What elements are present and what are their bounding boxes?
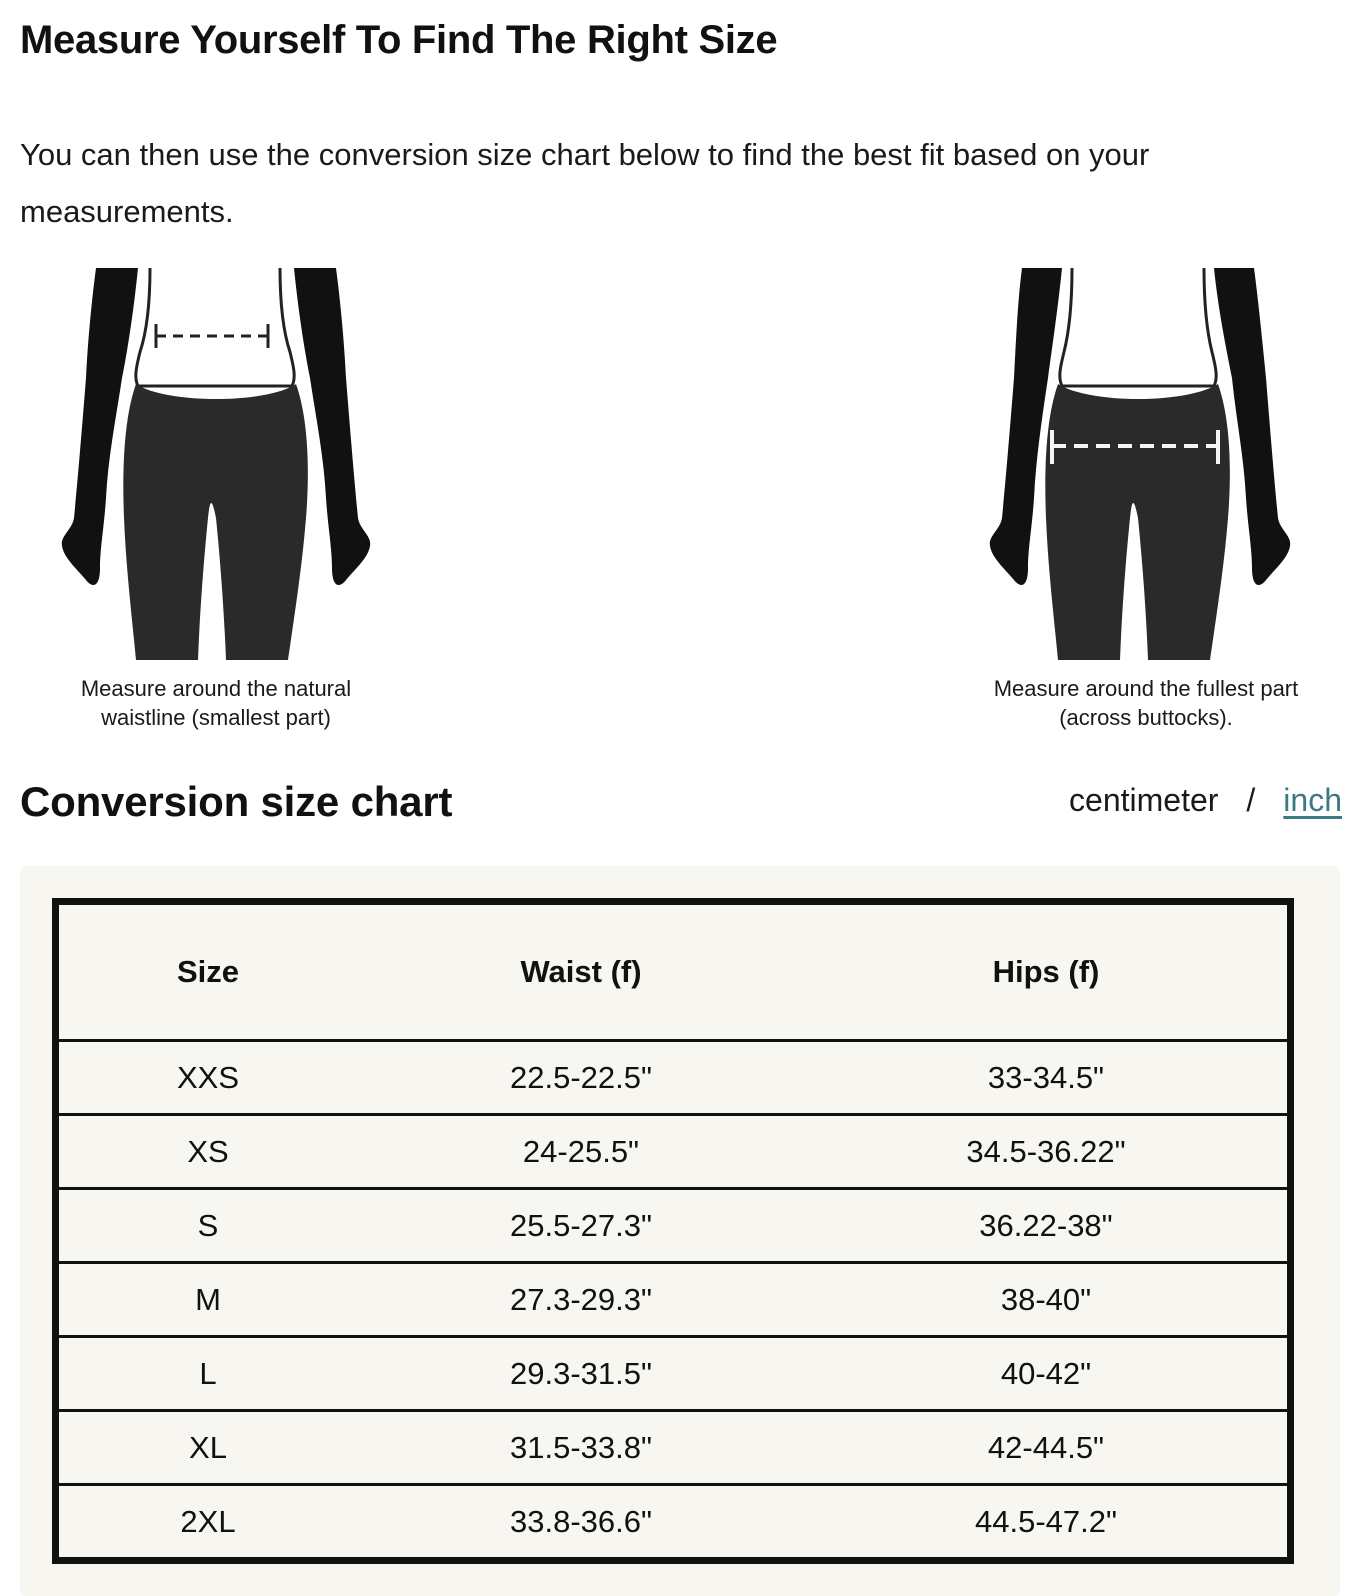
- cell-waist: 33.8-36.6": [510, 1503, 652, 1539]
- cell-size: M: [56, 1263, 358, 1337]
- cell-size: 2XL: [180, 1503, 236, 1539]
- hips-caption: [976, 674, 1316, 732]
- chart-title: Conversion size chart: [20, 778, 453, 825]
- cell-size: XS: [56, 1115, 358, 1189]
- cell-hips: 38-40": [805, 1263, 1291, 1337]
- unit-separator: /: [1246, 782, 1256, 818]
- table-row: [56, 1411, 1291, 1485]
- cell-waist: 25.5-27.3": [357, 1189, 805, 1263]
- size-table: [52, 898, 1294, 1564]
- table-row: [56, 1115, 1291, 1189]
- header-waist: Waist (f): [357, 902, 805, 1041]
- waist-caption-line1: Measure around the natural: [80, 676, 352, 701]
- hips-measure-figure: [976, 268, 1316, 732]
- cell-waist: 24-25.5": [357, 1115, 805, 1189]
- cell-hips: 40-42": [805, 1337, 1291, 1411]
- waist-caption: [56, 674, 376, 732]
- table-header-row: [56, 902, 1291, 1041]
- size-table-panel: [20, 866, 1340, 1596]
- unit-option-centimeter[interactable]: centimeter: [1069, 782, 1219, 818]
- waist-caption-line2: waistline (smallest part): [101, 705, 331, 730]
- cell-waist: 27.3-29.3": [357, 1263, 805, 1337]
- cell-hips: 36.22-38": [805, 1189, 1291, 1263]
- cell-size: XXS: [56, 1041, 358, 1115]
- cell-size: S: [56, 1189, 358, 1263]
- table-row: [56, 1041, 1291, 1115]
- cell-size: L: [56, 1337, 358, 1411]
- table-row: [56, 1263, 1291, 1337]
- cell-waist: 22.5-22.5": [357, 1041, 805, 1115]
- header-size: Size: [56, 902, 358, 1041]
- cell-size: XL: [56, 1411, 358, 1485]
- unit-toggle: [1069, 782, 1342, 819]
- cell-waist: 31.5-33.8": [357, 1411, 805, 1485]
- waist-measure-illustration: [56, 268, 376, 660]
- cell-hips: 42-44.5": [805, 1411, 1291, 1485]
- unit-option-inch[interactable]: inch: [1283, 782, 1342, 818]
- table-row: [56, 1337, 1291, 1411]
- cell-hips: 34.5-36.22": [805, 1115, 1291, 1189]
- cell-waist: 29.3-31.5": [357, 1337, 805, 1411]
- header-hips: Hips (f): [805, 902, 1291, 1041]
- table-row: [56, 1189, 1291, 1263]
- hips-measure-illustration: [986, 268, 1326, 660]
- cell-hips: 33-34.5": [805, 1041, 1291, 1115]
- hips-caption-line2: (across buttocks).: [1059, 705, 1233, 730]
- page-title: Measure Yourself To Find The Right Size: [20, 18, 778, 62]
- hips-caption-line1: Measure around the fullest part: [993, 676, 1299, 701]
- cell-hips: 44.5-47.2": [975, 1503, 1117, 1539]
- intro-text: You can then use the conversion size chart below to find the best fit based on your measurements.: [20, 137, 1150, 229]
- waist-measure-figure: [56, 268, 376, 732]
- table-row: [56, 1485, 1291, 1561]
